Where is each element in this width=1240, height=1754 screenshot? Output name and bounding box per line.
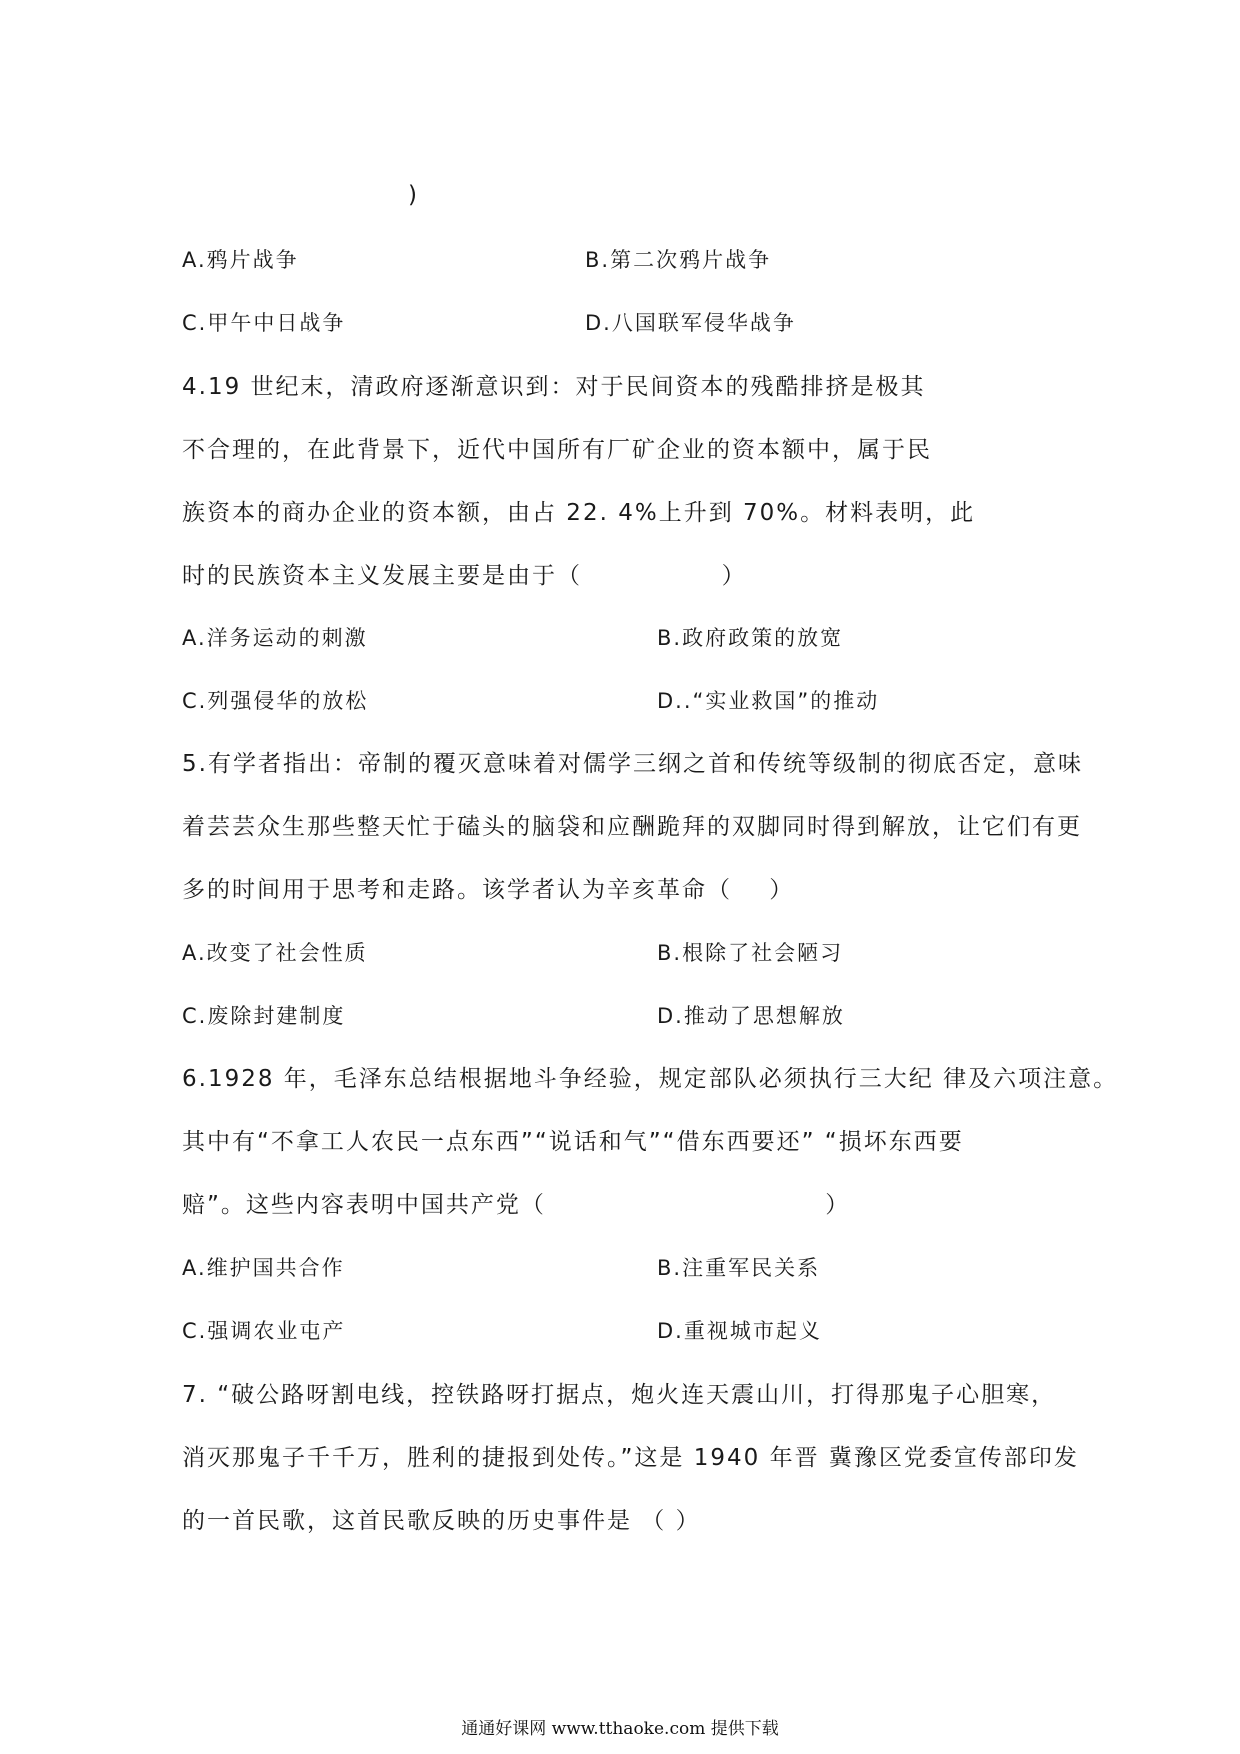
- q3-option-b: B.第二次鸦片战争: [585, 248, 772, 272]
- q4-option-a: A.洋务运动的刺激: [182, 626, 368, 650]
- q6-option-d: D.重视城市起义: [657, 1319, 822, 1343]
- q6-line-1: 6.1928 年，毛泽东总结根据地斗争经验，规定部队必须执行三大纪 律及六项注意。: [182, 1066, 1119, 1092]
- q4-option-c: C.列强侵华的放松: [182, 689, 369, 713]
- q7-line-1: 7. “破公路呀割电线，控铁路呀打据点，炮火连天震山川，打得那鬼子心胆寒，: [182, 1382, 1057, 1408]
- q5-option-d: D.推动了思想解放: [657, 1004, 845, 1028]
- q5-option-a: A.改变了社会性质: [182, 941, 368, 965]
- q3-paren-close: ): [408, 182, 419, 208]
- q4-line-2: 不合理的，在此背景下，近代中国所有厂矿企业的资本额中，属于民: [182, 437, 932, 463]
- q4-option-d: D..“实业救国”的推动: [657, 689, 880, 713]
- page-footer: 通通好课网 www.tthaoke.com 提供下载: [461, 1719, 779, 1739]
- q3-option-c: C.甲午中日战争: [182, 311, 346, 335]
- q6-option-c: C.强调农业屯产: [182, 1319, 346, 1343]
- q6-line-2: 其中有“不拿工人农民一点东西”“说话和气”“借东西要还” “损坏东西要: [182, 1129, 964, 1155]
- q4-option-b: B.政府政策的放宽: [657, 626, 844, 650]
- q7-line-2: 消灭那鬼子千千万，胜利的捷报到处传。”这是 1940 年晋 冀豫区党委宣传部印发: [182, 1445, 1079, 1471]
- q4-line-1: 4.19 世纪末，清政府逐渐意识到：对于民间资本的残酷排挤是极其: [182, 374, 926, 400]
- q6-line-3: 赔”。这些内容表明中国共产党（ ）: [182, 1192, 851, 1218]
- q6-option-a: A.维护国共合作: [182, 1256, 345, 1280]
- q5-line-1: 5.有学者指出：帝制的覆灭意味着对儒学三纲之首和传统等级制的彻底否定，意味: [182, 751, 1083, 777]
- q5-line-3: 多的时间用于思考和走路。该学者认为辛亥革命（ ）: [182, 877, 795, 903]
- q7-line-3: 的一首民歌，这首民歌反映的历史事件是 （ ）: [182, 1508, 701, 1534]
- q3-option-d: D.八国联军侵华战争: [585, 311, 796, 335]
- q5-line-2: 着芸芸众生那些整天忙于磕头的脑袋和应酬跪拜的双脚同时得到解放，让它们有更: [182, 814, 1082, 840]
- q5-option-b: B.根除了社会陋习: [657, 941, 844, 965]
- q4-line-3: 族资本的商办企业的资本额，由占 22. 4%上升到 70%。材料表明，此: [182, 500, 976, 526]
- q6-option-b: B.注重军民关系: [657, 1256, 821, 1280]
- q4-line-4: 时的民族资本主义发展主要是由于（ ）: [182, 563, 747, 589]
- q5-option-c: C.废除封建制度: [182, 1004, 346, 1028]
- q3-option-a: A.鸦片战争: [182, 248, 299, 272]
